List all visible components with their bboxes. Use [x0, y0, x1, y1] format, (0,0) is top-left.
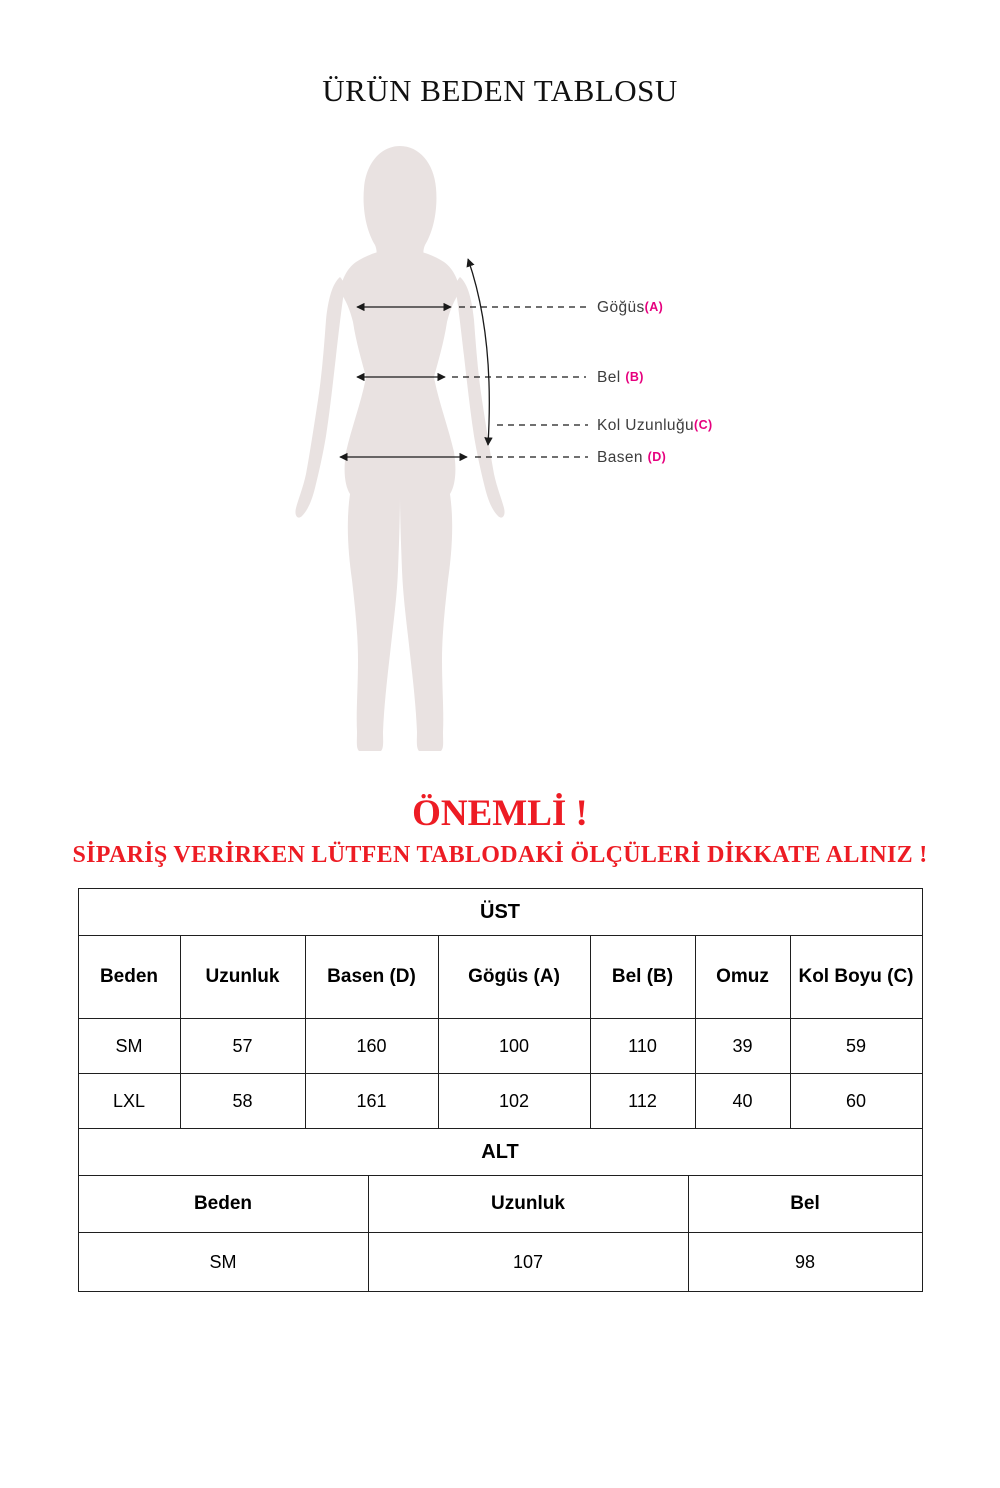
column-header-bel: Bel	[688, 1176, 922, 1233]
notice-title: ÖNEMLİ !	[412, 793, 588, 834]
body-silhouette	[295, 146, 504, 751]
silhouette-left-arm	[295, 277, 344, 518]
label-arm-length	[597, 415, 713, 436]
size-value-cell: 112	[590, 1074, 695, 1129]
silhouette-right-leg	[400, 494, 452, 751]
column-header-uzunluk: Uzunluk	[368, 1176, 688, 1233]
label-arm-length-mark: (C)	[694, 418, 713, 432]
label-waist-mark: (B)	[625, 370, 644, 384]
size-table-upper	[78, 888, 923, 1129]
label-arm-length-text: Kol Uzunluğu	[597, 417, 694, 434]
label-hips-mark: (D)	[647, 450, 667, 464]
size-value-cell: 110	[590, 1019, 695, 1074]
lower-row-sm	[78, 1233, 922, 1292]
size-value-cell: 107	[368, 1233, 688, 1292]
lower-section-title: ALT	[78, 1129, 922, 1176]
size-table-lower	[78, 1128, 923, 1292]
size-value-cell: 60	[790, 1074, 922, 1129]
column-header-beden: Beden	[78, 936, 180, 1019]
label-chest	[597, 297, 663, 318]
label-chest-text: Göğüs	[597, 299, 645, 316]
silhouette-left-leg	[348, 494, 400, 751]
size-value-cell: 160	[305, 1019, 438, 1074]
size-value-cell: 39	[695, 1019, 790, 1074]
size-value-cell: 58	[180, 1074, 305, 1129]
upper-section-row	[78, 889, 922, 936]
notice-subtitle: SİPARİŞ VERİRKEN LÜTFEN TABLODAKİ ÖLÇÜLERİ DİKKATE ALINIZ !	[72, 842, 928, 868]
size-value-cell: 102	[438, 1074, 590, 1129]
lower-header-row	[78, 1176, 922, 1233]
size-value-cell: SM	[78, 1233, 368, 1292]
size-value-cell: 40	[695, 1074, 790, 1129]
column-header-uzunluk: Uzunluk	[180, 936, 305, 1019]
size-value-cell: 59	[790, 1019, 922, 1074]
size-value-cell: 100	[438, 1019, 590, 1074]
upper-row-sm	[78, 1019, 922, 1074]
size-value-cell: 161	[305, 1074, 438, 1129]
measurement-figure	[0, 107, 1000, 752]
label-chest-mark: (A)	[644, 300, 664, 314]
upper-header-row	[78, 936, 922, 1019]
size-value-cell: 98	[688, 1233, 922, 1292]
label-hips-text: Basen	[597, 449, 648, 466]
label-waist-text: Bel	[597, 369, 626, 386]
lower-section-row	[78, 1129, 922, 1176]
page-title: ÜRÜN BEDEN TABLOSU	[322, 73, 678, 108]
label-waist	[597, 367, 644, 388]
label-hips	[597, 447, 666, 468]
upper-section-title: ÜST	[78, 889, 922, 936]
column-header-kol-boyu: Kol Boyu (C)	[790, 936, 922, 1019]
upper-row-lxl	[78, 1074, 922, 1129]
column-header-gogus: Gögüs (A)	[438, 936, 590, 1019]
column-header-beden: Beden	[78, 1176, 368, 1233]
size-chart-page	[0, 74, 1000, 1292]
column-header-basen: Basen (D)	[305, 936, 438, 1019]
column-header-bel: Bel (B)	[590, 936, 695, 1019]
figure-canvas	[0, 107, 1000, 752]
silhouette-right-arm	[456, 277, 505, 518]
size-value-cell: SM	[78, 1019, 180, 1074]
column-header-omuz: Omuz	[695, 936, 790, 1019]
size-value-cell: LXL	[78, 1074, 180, 1129]
size-value-cell: 57	[180, 1019, 305, 1074]
